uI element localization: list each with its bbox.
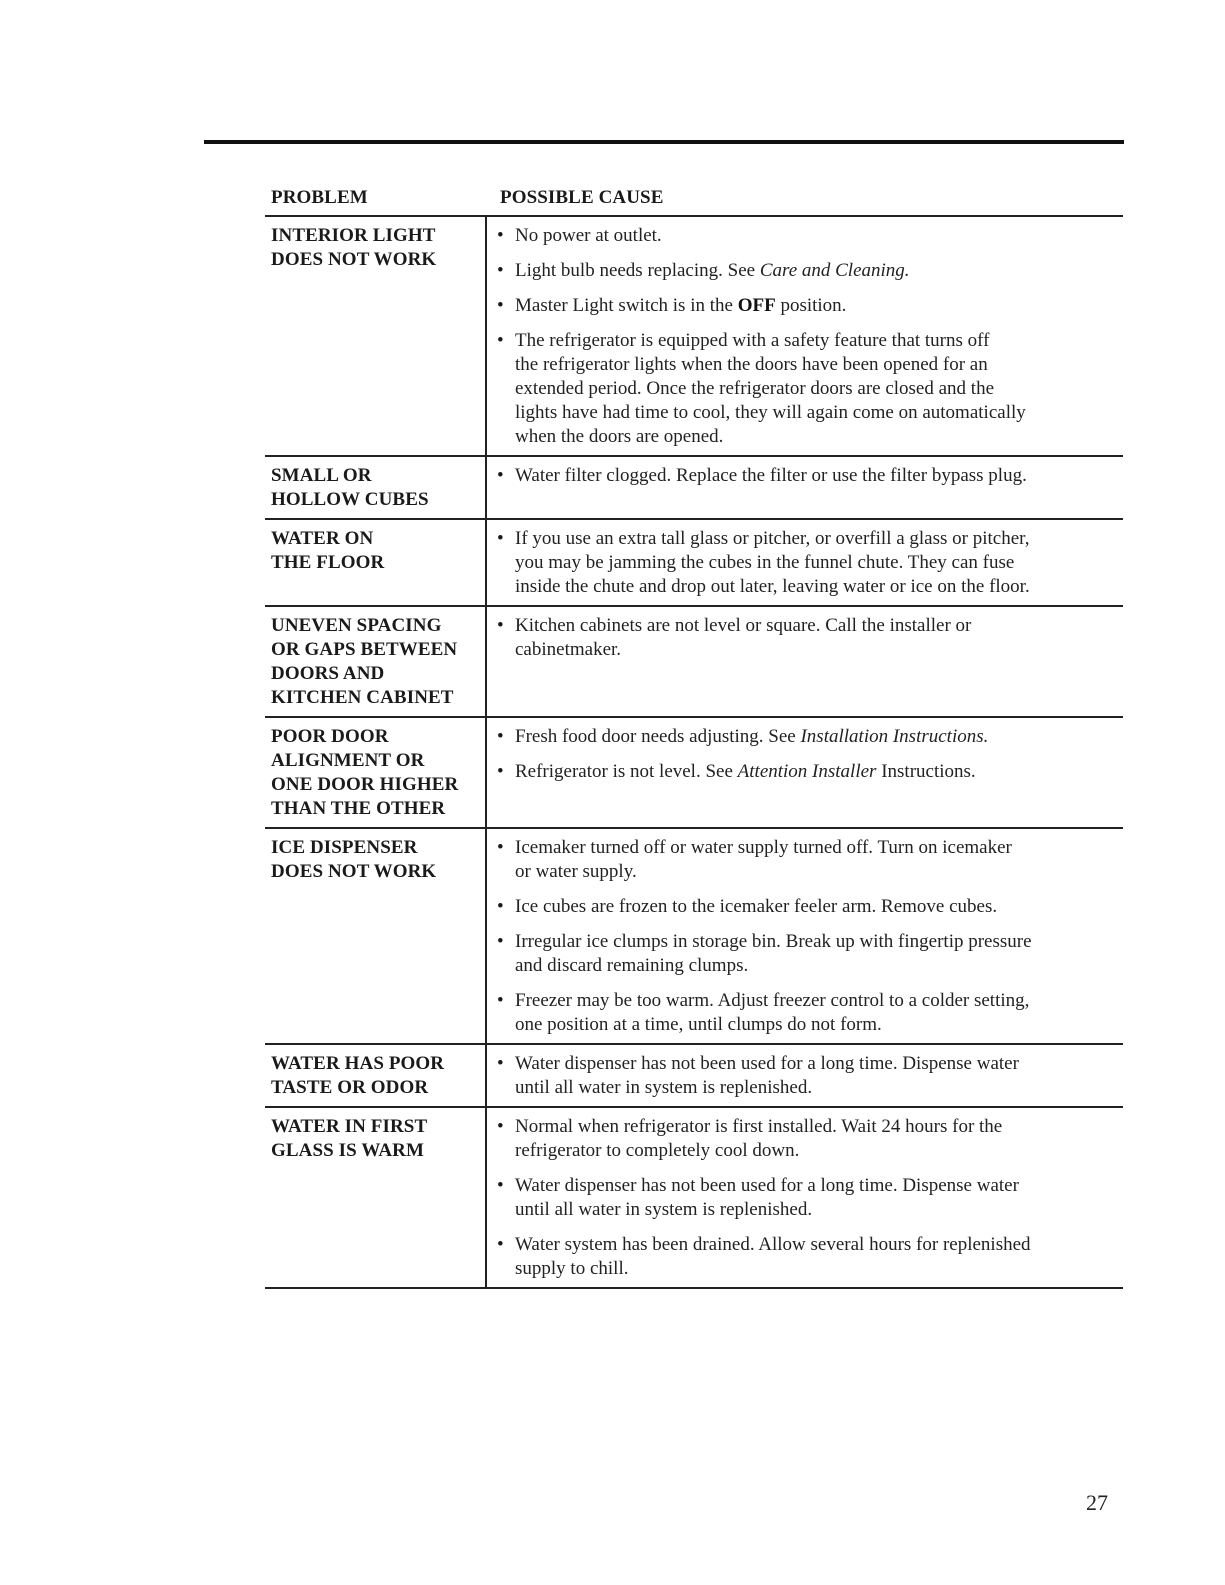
bullet-icon: • xyxy=(497,615,504,636)
bullet-icon: • xyxy=(497,225,504,246)
cause-cell xyxy=(487,520,1123,605)
problem-text: ONE DOOR HIGHER xyxy=(271,774,459,795)
bullet-icon: • xyxy=(497,528,504,549)
cause-text: Light bulb needs replacing. See xyxy=(515,260,760,281)
cause-item xyxy=(497,760,1123,784)
cause-item xyxy=(497,527,1123,599)
cause-line xyxy=(515,860,1123,884)
cause-line xyxy=(515,1233,1123,1257)
cause-line xyxy=(515,353,1123,377)
cause-cell xyxy=(487,718,1123,827)
cause-line xyxy=(515,464,1123,488)
problem-text: WATER IN FIRST xyxy=(271,1116,428,1137)
table-row xyxy=(265,1108,1123,1289)
problem-text: TASTE OR ODOR xyxy=(271,1077,429,1098)
cause-text: Instructions. xyxy=(876,761,976,782)
problem-text: HOLLOW CUBES xyxy=(271,489,429,510)
table-row xyxy=(265,457,1123,520)
cause-item xyxy=(497,614,1123,662)
cause-text: Water filter clogged. Replace the filter or use the filter bypass plug. xyxy=(515,465,1027,486)
cause-text: lights have had time to cool, they will again come on automatically xyxy=(515,402,1026,423)
cause-text: and discard remaining clumps. xyxy=(515,955,749,976)
bullet-icon: • xyxy=(497,931,504,952)
problem-text: DOES NOT WORK xyxy=(271,249,437,270)
cause-line xyxy=(515,1115,1123,1139)
cause-line xyxy=(515,527,1123,551)
problem-cell xyxy=(265,520,487,605)
bullet-icon: • xyxy=(497,1116,504,1137)
cause-item xyxy=(497,989,1123,1037)
problem-text: WATER ON xyxy=(271,528,374,549)
cause-text: Ice cubes are frozen to the icemaker feeler arm. Remove cubes. xyxy=(515,896,998,917)
problem-cell xyxy=(265,607,487,716)
cause-line xyxy=(515,551,1123,575)
cause-line xyxy=(515,294,1123,318)
bullet-icon: • xyxy=(497,1234,504,1255)
table-row xyxy=(265,829,1123,1045)
problem-cell xyxy=(265,457,487,518)
cause-line xyxy=(515,377,1123,401)
cause-line xyxy=(515,1257,1123,1281)
cause-item xyxy=(497,725,1123,749)
cause-text: Freezer may be too warm. Adjust freezer control to a colder setting, xyxy=(515,990,1030,1011)
problem-text: ALIGNMENT OR xyxy=(271,750,425,771)
cause-text: Fresh food door needs adjusting. See xyxy=(515,726,801,747)
troubleshooting-table xyxy=(265,186,1123,1289)
table-row xyxy=(265,217,1123,457)
cause-item xyxy=(497,329,1123,449)
cause-item xyxy=(497,1233,1123,1281)
bullet-icon: • xyxy=(497,295,504,316)
cause-text: Master Light switch is in the xyxy=(515,295,738,316)
cause-text: when the doors are opened. xyxy=(515,426,724,447)
bullet-icon: • xyxy=(497,330,504,351)
cause-line xyxy=(515,329,1123,353)
cause-line xyxy=(515,725,1123,749)
bullet-icon: • xyxy=(497,761,504,782)
cause-item xyxy=(497,1052,1123,1100)
problem-cell xyxy=(265,1108,487,1287)
cause-line xyxy=(515,930,1123,954)
cause-line xyxy=(515,638,1123,662)
cause-text: cabinetmaker. xyxy=(515,639,622,660)
cause-line xyxy=(515,259,1123,283)
problem-text: UNEVEN SPACING xyxy=(271,615,442,636)
cause-line xyxy=(515,989,1123,1013)
cause-text: Irregular ice clumps in storage bin. Break up with fingertip pressure xyxy=(515,931,1032,952)
table-body xyxy=(265,217,1123,1289)
cause-text: until all water in system is replenished. xyxy=(515,1199,813,1220)
problem-text: THE FLOOR xyxy=(271,552,385,573)
cause-item xyxy=(497,1115,1123,1163)
cause-cell xyxy=(487,829,1123,1043)
cause-line xyxy=(515,1076,1123,1100)
cause-item xyxy=(497,836,1123,884)
cause-text: Refrigerator is not level. See xyxy=(515,761,738,782)
italic-reference: Installation Instructions. xyxy=(800,726,989,747)
cause-text: If you use an extra tall glass or pitcher, or overfill a glass or pitcher, xyxy=(515,528,1030,549)
cause-item xyxy=(497,1174,1123,1222)
cause-item xyxy=(497,259,1123,283)
problem-text: SMALL OR xyxy=(271,465,372,486)
problem-text: KITCHEN CABINET xyxy=(271,687,454,708)
cause-text: Kitchen cabinets are not level or square. Call the installer or xyxy=(515,615,972,636)
table-row xyxy=(265,718,1123,829)
bullet-icon: • xyxy=(497,1053,504,1074)
bullet-icon: • xyxy=(497,1175,504,1196)
header-possible-cause: POSSIBLE CAUSE xyxy=(500,187,664,208)
cause-text: until all water in system is replenished. xyxy=(515,1077,813,1098)
cause-item xyxy=(497,224,1123,248)
cause-cell xyxy=(487,607,1123,716)
cause-text: Normal when refrigerator is first installed. Wait 24 hours for the xyxy=(515,1116,1003,1137)
cause-line xyxy=(515,760,1123,784)
problem-text: ICE DISPENSER xyxy=(271,837,418,858)
bullet-icon: • xyxy=(497,260,504,281)
problem-text: POOR DOOR xyxy=(271,726,389,747)
cause-text: Icemaker turned off or water supply turned off. Turn on icemaker xyxy=(515,837,1012,858)
cause-item xyxy=(497,294,1123,318)
cause-text: one position at a time, until clumps do not form. xyxy=(515,1014,882,1035)
page-number: 27 xyxy=(1086,1490,1108,1515)
problem-text: THAN THE OTHER xyxy=(271,798,446,819)
cause-item xyxy=(497,464,1123,488)
cause-line xyxy=(515,614,1123,638)
cause-line xyxy=(515,224,1123,248)
bullet-icon: • xyxy=(497,990,504,1011)
cause-text: or water supply. xyxy=(515,861,637,882)
table-row xyxy=(265,520,1123,607)
bullet-icon: • xyxy=(497,837,504,858)
problem-text: WATER HAS POOR xyxy=(271,1053,445,1074)
top-rule xyxy=(204,140,1124,144)
cause-item xyxy=(497,895,1123,919)
header-problem: PROBLEM xyxy=(271,187,368,208)
cause-cell xyxy=(487,457,1123,518)
table-row xyxy=(265,1045,1123,1108)
cause-text: Water dispenser has not been used for a long time. Dispense water xyxy=(515,1053,1019,1074)
italic-reference: Care and Cleaning. xyxy=(759,260,910,281)
table-row xyxy=(265,607,1123,718)
cause-cell xyxy=(487,217,1123,455)
cause-text: refrigerator to completely cool down. xyxy=(515,1140,800,1161)
problem-text: DOES NOT WORK xyxy=(271,861,437,882)
cause-cell xyxy=(487,1108,1123,1287)
problem-text: DOORS AND xyxy=(271,663,385,684)
problem-text: INTERIOR LIGHT xyxy=(271,225,436,246)
cause-text: you may be jamming the cubes in the funnel chute. They can fuse xyxy=(515,552,1015,573)
cause-text: supply to chill. xyxy=(515,1258,629,1279)
cause-line xyxy=(515,575,1123,599)
problem-cell xyxy=(265,217,487,455)
cause-text: No power at outlet. xyxy=(515,225,662,246)
problem-text: OR GAPS BETWEEN xyxy=(271,639,458,660)
cause-line xyxy=(515,1139,1123,1163)
cause-line xyxy=(515,836,1123,860)
cause-line xyxy=(515,895,1123,919)
problem-cell xyxy=(265,1045,487,1106)
problem-text: GLASS IS WARM xyxy=(271,1140,424,1161)
cause-line xyxy=(515,1198,1123,1222)
bullet-icon: • xyxy=(497,896,504,917)
cause-text: Water dispenser has not been used for a long time. Dispense water xyxy=(515,1175,1019,1196)
cause-cell xyxy=(487,1045,1123,1106)
cause-line xyxy=(515,425,1123,449)
problem-cell xyxy=(265,718,487,827)
cause-text: inside the chute and drop out later, leaving water or ice on the floor. xyxy=(515,576,1030,597)
table-header xyxy=(265,186,1123,217)
bold-term: OFF xyxy=(737,295,776,316)
bullet-icon: • xyxy=(497,465,504,486)
cause-text: position. xyxy=(775,295,847,316)
cause-line xyxy=(515,1174,1123,1198)
cause-text: extended period. Once the refrigerator doors are closed and the xyxy=(515,378,995,399)
cause-line xyxy=(515,954,1123,978)
cause-text: Water system has been drained. Allow several hours for replenished xyxy=(515,1234,1031,1255)
problem-cell xyxy=(265,829,487,1043)
cause-text: The refrigerator is equipped with a safety feature that turns off xyxy=(515,330,990,351)
italic-reference: Attention Installer xyxy=(737,761,877,782)
bullet-icon: • xyxy=(497,726,504,747)
cause-item xyxy=(497,930,1123,978)
cause-line xyxy=(515,1052,1123,1076)
cause-line xyxy=(515,401,1123,425)
cause-text: the refrigerator lights when the doors have been opened for an xyxy=(515,354,988,375)
cause-line xyxy=(515,1013,1123,1037)
